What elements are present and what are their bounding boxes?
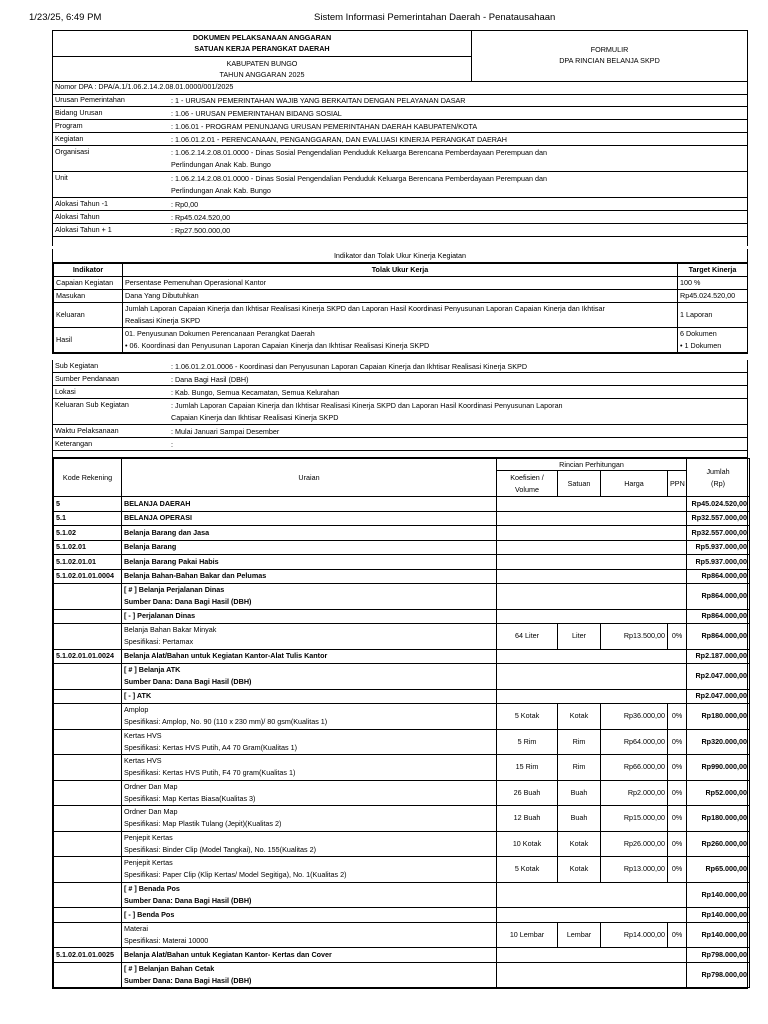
- koefisien-cell: 5 Kotak: [497, 857, 558, 883]
- harga-cell: Rp64.000,00: [601, 729, 668, 755]
- target-cell: 1 Laporan: [678, 303, 748, 328]
- empty-rincian-cell: [497, 569, 687, 584]
- jumlah-cell: Rp864.000,00: [687, 569, 750, 584]
- uraian-cell: Materai Spesifikasi: Materai 10000: [122, 922, 497, 948]
- sub-value: :: [171, 440, 173, 449]
- empty-rincian-cell: [497, 540, 687, 555]
- rincian-row: [54, 664, 750, 690]
- satuan-cell: Lembar: [558, 922, 601, 948]
- kode-rekening-cell: [54, 624, 122, 650]
- jumlah-cell: Rp32.557.000,00: [687, 526, 750, 541]
- uraian-cell: Penjepit Kertas Spesifikasi: Binder Clip (Model Tangkai), No. 155(Kualitas 2): [122, 831, 497, 857]
- info-row-program: [53, 120, 747, 133]
- rincian-row: [54, 689, 750, 704]
- ppn-cell: 0%: [668, 806, 687, 832]
- rincian-row: [54, 624, 750, 650]
- sub-key: Sub Kegiatan: [55, 361, 99, 370]
- rincian-row: [54, 806, 750, 832]
- ppn-cell: 0%: [668, 780, 687, 806]
- info-value: : 1.06.01 - PROGRAM PENUNJANG URUSAN PEMERINTAHAN DAERAH KABUPATEN/KOTA: [171, 122, 478, 131]
- fiscal-year: TAHUN ANGGARAN 2025: [219, 70, 305, 79]
- kode-rekening-cell: 5.1.02.01.01.0004: [54, 569, 122, 584]
- empty-rincian-cell: [497, 526, 687, 541]
- sub-value: : 1.06.01.2.01.0006 - Koordinasi dan Penyusunan Laporan Capaian Kinerja dan Ikhtisar Realisasi Kinerja SKPD: [171, 362, 528, 371]
- jumlah-cell: Rp798.000,00: [687, 962, 750, 988]
- satuan-cell: Kotak: [558, 831, 601, 857]
- info-value: : 1.06.01.2.01 - PERENCANAAN, PENGANGGARAN, DAN EVALUASI KINERJA PERANGKAT DAERAH: [171, 135, 507, 144]
- jumlah-cell: Rp5.937.000,00: [687, 540, 750, 555]
- satuan-cell: Liter: [558, 624, 601, 650]
- info-row-bidang-urusan: [53, 107, 747, 120]
- empty-rincian-cell: [497, 649, 687, 664]
- uraian-cell: Belanja Alat/Bahan untuk Kegiatan Kantor- Kertas dan Cover: [122, 948, 497, 963]
- sub-key: Sumber Pendanaan: [55, 374, 119, 383]
- harga-cell: Rp13.000,00: [601, 857, 668, 883]
- uraian-cell: Belanja Barang Pakai Habis: [122, 555, 497, 570]
- rincian-row: [54, 755, 750, 781]
- jumlah-cell: Rp32.557.000,00: [687, 511, 750, 526]
- koefisien-cell: 15 Rim: [497, 755, 558, 781]
- empty-rincian-cell: [497, 609, 687, 624]
- form-label: FORMULIR: [590, 45, 629, 54]
- koefisien-cell: 5 Rim: [497, 729, 558, 755]
- harga-cell: Rp36.000,00: [601, 704, 668, 730]
- kode-rekening-header: Kode Rekening: [54, 459, 122, 497]
- doc-title-2: SATUAN KERJA PERANGKAT DAERAH: [194, 44, 330, 53]
- satuan-cell: Rim: [558, 755, 601, 781]
- rincian-row: [54, 729, 750, 755]
- kode-rekening-cell: [54, 806, 122, 832]
- print-header: [0, 12, 768, 26]
- tolak-ukur-cell: Dana Yang Dibutuhkan: [123, 290, 678, 303]
- rincian-row: [54, 511, 750, 526]
- form-name: DPA RINCIAN BELANJA SKPD: [559, 56, 660, 65]
- kode-rekening-cell: [54, 609, 122, 624]
- harga-cell: Rp15.000,00: [601, 806, 668, 832]
- info-row-organisasi: [53, 146, 747, 172]
- uraian-header: Uraian: [122, 459, 497, 497]
- info-row-alokasi-tahun: [53, 211, 747, 224]
- tolak-ukur-header: Tolak Ukur Kerja: [123, 264, 678, 277]
- info-value: : 1 - URUSAN PEMERINTAHAN WAJIB YANG BERKAITAN DENGAN PELAYANAN DASAR: [171, 96, 466, 105]
- empty-rincian-cell: [497, 511, 687, 526]
- uraian-cell: [ # ] Benada Pos Sumber Dana: Dana Bagi Hasil (DBH): [122, 882, 497, 908]
- jumlah-cell: Rp52.000,00: [687, 780, 750, 806]
- kode-rekening-cell: [54, 962, 122, 988]
- indikator-section: [52, 249, 748, 354]
- sub-row-keterangan: [53, 438, 747, 451]
- kode-rekening-cell: [54, 584, 122, 610]
- kode-rekening-cell: [54, 664, 122, 690]
- jumlah-cell: Rp990.000,00: [687, 755, 750, 781]
- indikator-header: Indikator: [54, 264, 123, 277]
- uraian-cell: Penjepit Kertas Spesifikasi: Paper Clip (Klip Kertas/ Model Segitiga), No. 1(Kualitas 2): [122, 857, 497, 883]
- sub-row-lokasi: [53, 386, 747, 399]
- jumlah-cell: Rp320.000,00: [687, 729, 750, 755]
- rincian-table: [53, 458, 750, 988]
- target-header: Target Kinerja: [678, 264, 748, 277]
- koefisien-cell: 10 Kotak: [497, 831, 558, 857]
- info-row-alokasi-tahun-1: [53, 198, 747, 211]
- jumlah-cell: Rp45.024.520,00: [687, 497, 750, 512]
- sub-value: : Mulai Januari Sampai Desember: [171, 427, 280, 436]
- indikator-name: Capaian Kegiatan: [54, 277, 123, 290]
- jumlah-cell: Rp2.187.000,00: [687, 649, 750, 664]
- indikator-name: Hasil: [54, 328, 123, 353]
- kode-rekening-cell: 5.1.02.01.01.0025: [54, 948, 122, 963]
- kode-rekening-cell: [54, 780, 122, 806]
- sub-value: : Jumlah Laporan Capaian Kinerja dan Ikhtisar Realisasi Kinerja SKPD dan Laporan Hasil Koordinasi Penyusunan Laporan Capaian Kinerja dan Ikhtisar Realisasi Kinerja SKPD: [171, 401, 563, 422]
- uraian-cell: [ - ] ATK: [122, 689, 497, 704]
- kode-rekening-cell: [54, 689, 122, 704]
- rincian-section: [52, 457, 748, 989]
- empty-rincian-cell: [497, 664, 687, 690]
- empty-rincian-cell: [497, 882, 687, 908]
- indikator-name: Keluaran: [54, 303, 123, 328]
- rincian-row: [54, 540, 750, 555]
- nomor-dpa: [53, 81, 747, 95]
- satuan-header: Satuan: [558, 471, 601, 497]
- satuan-cell: Kotak: [558, 857, 601, 883]
- indikator-table: [53, 263, 748, 353]
- uraian-cell: Ordner Dan Map Spesifikasi: Map Plastik Tulang (Jepit)(Kualitas 2): [122, 806, 497, 832]
- uraian-cell: [ - ] Benda Pos: [122, 908, 497, 923]
- indikator-row: [54, 277, 748, 290]
- rincian-row: [54, 649, 750, 664]
- rincian-row: [54, 584, 750, 610]
- uraian-cell: [ - ] Perjalanan Dinas: [122, 609, 497, 624]
- sub-key: Keterangan: [55, 439, 93, 448]
- jumlah-cell: Rp864.000,00: [687, 609, 750, 624]
- uraian-cell: BELANJA OPERASI: [122, 511, 497, 526]
- info-row-alokasi-tahun-1: [53, 224, 747, 237]
- rincian-perhitungan-header: Rincian Perhitungan: [497, 459, 687, 471]
- harga-cell: Rp26.000,00: [601, 831, 668, 857]
- info-value: : Rp0,00: [171, 200, 199, 209]
- system-title: Sistem Informasi Pemerintahan Daerah - Penatausahaan: [314, 12, 556, 23]
- rincian-row: [54, 948, 750, 963]
- uraian-cell: Belanja Barang dan Jasa: [122, 526, 497, 541]
- ppn-cell: 0%: [668, 704, 687, 730]
- jumlah-cell: Rp140.000,00: [687, 882, 750, 908]
- harga-cell: Rp13.500,00: [601, 624, 668, 650]
- empty-rincian-cell: [497, 689, 687, 704]
- ppn-cell: 0%: [668, 831, 687, 857]
- jumlah-cell: Rp2.047.000,00: [687, 689, 750, 704]
- info-key: Alokasi Tahun: [55, 212, 100, 221]
- harga-cell: Rp2.000,00: [601, 780, 668, 806]
- ppn-cell: 0%: [668, 729, 687, 755]
- sub-key: Lokasi: [55, 387, 76, 396]
- kode-rekening-cell: [54, 755, 122, 781]
- uraian-cell: Kertas HVS Spesifikasi: Kertas HVS Putih, F4 70 gram(Kualitas 1): [122, 755, 497, 781]
- document-header: [52, 30, 748, 82]
- uraian-cell: BELANJA DAERAH: [122, 497, 497, 512]
- jumlah-header: Jumlah (Rp): [687, 459, 750, 497]
- ppn-cell: 0%: [668, 857, 687, 883]
- sub-key: Waktu Pelaksanaan: [55, 426, 119, 435]
- info-key: Bidang Urusan: [55, 108, 103, 117]
- jumlah-cell: Rp5.937.000,00: [687, 555, 750, 570]
- ppn-header: PPN: [668, 471, 687, 497]
- uraian-cell: [ # ] Belanjan Bahan Cetak Sumber Dana: Dana Bagi Hasil (DBH): [122, 962, 497, 988]
- info-key: Urusan Pemerintahan: [55, 95, 125, 104]
- koefisien-header: Koefisien / Volume: [497, 471, 558, 497]
- sub-row-sub-kegiatan: [53, 360, 747, 373]
- uraian-cell: Kertas HVS Spesifikasi: Kertas HVS Putih, A4 70 Gram(Kualitas 1): [122, 729, 497, 755]
- target-cell: Rp45.024.520,00: [678, 290, 748, 303]
- info-value: : Rp45.024.520,00: [171, 213, 231, 222]
- info-section: [52, 81, 748, 246]
- kode-rekening-cell: 5.1.02.01.01.0024: [54, 649, 122, 664]
- kode-rekening-cell: [54, 882, 122, 908]
- info-value: : 1.06.2.14.2.08.01.0000 - Dinas Sosial Pengendalian Penduduk Keluarga Berencana Pemberdayaan Perempuan dan Perlindungan Anak Kab. Bungo: [171, 148, 548, 169]
- uraian-cell: Ordner Dan Map Spesifikasi: Map Kertas Biasa(Kualitas 3): [122, 780, 497, 806]
- uraian-cell: [ # ] Belanja ATK Sumber Dana: Dana Bagi Hasil (DBH): [122, 664, 497, 690]
- koefisien-cell: 12 Buah: [497, 806, 558, 832]
- info-value: : 1.06.2.14.2.08.01.0000 - Dinas Sosial Pengendalian Penduduk Keluarga Berencana Pemberdayaan Perempuan dan Perlindungan Anak Kab. Bungo: [171, 174, 548, 195]
- ppn-cell: 0%: [668, 624, 687, 650]
- kode-rekening-cell: 5.1.02.01: [54, 540, 122, 555]
- tolak-ukur-cell: Jumlah Laporan Capaian Kinerja dan Ikhtisar Realisasi Kinerja SKPD dan Laporan Hasil Koordinasi Penyusunan Laporan Capaian Kinerja dan Ikhtisar Realisasi Kinerja SKPD: [123, 303, 678, 328]
- indikator-title: Indikator dan Tolak Ukur Kinerja Kegiatan: [53, 249, 747, 263]
- indikator-row: [54, 303, 748, 328]
- nomor-dpa-text: Nomor DPA : DPA/A.1/1.06.2.14.2.08.01.0000/001/2025: [55, 82, 234, 91]
- jumlah-cell: Rp65.000,00: [687, 857, 750, 883]
- info-key: Alokasi Tahun -1: [55, 199, 109, 208]
- kode-rekening-cell: [54, 857, 122, 883]
- empty-rincian-cell: [497, 555, 687, 570]
- jumlah-cell: Rp260.000,00: [687, 831, 750, 857]
- doc-title-1: DOKUMEN PELAKSANAAN ANGGARAN: [192, 33, 332, 42]
- indikator-name: Masukan: [54, 290, 123, 303]
- satuan-cell: Buah: [558, 780, 601, 806]
- sub-key: Keluaran Sub Kegiatan: [55, 400, 129, 409]
- indikator-row: [54, 290, 748, 303]
- kode-rekening-cell: [54, 908, 122, 923]
- harga-header: Harga: [601, 471, 668, 497]
- target-cell: 100 %: [678, 277, 748, 290]
- info-key: Kegiatan: [55, 134, 84, 143]
- empty-rincian-cell: [497, 584, 687, 610]
- sub-value: : Kab. Bungo, Semua Kecamatan, Semua Kelurahan: [171, 388, 340, 397]
- jumlah-cell: Rp2.047.000,00: [687, 664, 750, 690]
- rincian-row: [54, 497, 750, 512]
- rincian-row: [54, 882, 750, 908]
- kode-rekening-cell: [54, 729, 122, 755]
- satuan-cell: Rim: [558, 729, 601, 755]
- info-key: Organisasi: [55, 147, 90, 156]
- empty-rincian-cell: [497, 962, 687, 988]
- uraian-cell: Belanja Bahan-Bahan Bakar dan Pelumas: [122, 569, 497, 584]
- uraian-cell: Belanja Barang: [122, 540, 497, 555]
- jumlah-cell: Rp180.000,00: [687, 806, 750, 832]
- rincian-row: [54, 526, 750, 541]
- rincian-row: [54, 609, 750, 624]
- rincian-row: [54, 962, 750, 988]
- rincian-row: [54, 857, 750, 883]
- info-key: Program: [55, 121, 83, 130]
- kode-rekening-cell: [54, 704, 122, 730]
- sub-row-keluaran-sub-kegiatan: [53, 399, 747, 425]
- kode-rekening-cell: [54, 922, 122, 948]
- koefisien-cell: 64 Liter: [497, 624, 558, 650]
- sub-kegiatan-section: [52, 360, 748, 457]
- jumlah-cell: Rp798.000,00: [687, 948, 750, 963]
- jumlah-cell: Rp864.000,00: [687, 624, 750, 650]
- info-key: Alokasi Tahun + 1: [55, 225, 112, 234]
- rincian-row: [54, 831, 750, 857]
- header-left: [53, 31, 472, 81]
- indikator-row: [54, 328, 748, 353]
- kode-rekening-cell: 5: [54, 497, 122, 512]
- sub-row-sumber-pendanaan: [53, 373, 747, 386]
- harga-cell: Rp14.000,00: [601, 922, 668, 948]
- jumlah-cell: Rp864.000,00: [687, 584, 750, 610]
- jumlah-cell: Rp140.000,00: [687, 908, 750, 923]
- empty-rincian-cell: [497, 497, 687, 512]
- uraian-cell: Belanja Bahan Bakar Minyak Spesifikasi: Pertamax: [122, 624, 497, 650]
- jumlah-cell: Rp180.000,00: [687, 704, 750, 730]
- koefisien-cell: 26 Buah: [497, 780, 558, 806]
- region-name: KABUPATEN BUNGO: [226, 59, 298, 68]
- empty-rincian-cell: [497, 908, 687, 923]
- uraian-cell: [ # ] Belanja Perjalanan Dinas Sumber Dana: Dana Bagi Hasil (DBH): [122, 584, 497, 610]
- tolak-ukur-cell: Persentase Pemenuhan Operasional Kantor: [123, 277, 678, 290]
- koefisien-cell: 10 Lembar: [497, 922, 558, 948]
- rincian-row: [54, 922, 750, 948]
- empty-rincian-cell: [497, 948, 687, 963]
- print-timestamp: 1/23/25, 6:49 PM: [29, 12, 102, 23]
- target-cell: 6 Dokumen • 1 Dokumen: [678, 328, 748, 353]
- info-row-urusan-pemerintahan: [53, 94, 747, 107]
- tolak-ukur-cell: 01. Penyusunan Dokumen Perencanaan Perangkat Daerah • 06. Koordinasi dan Penyusunan Laporan Capaian Kinerja dan Ikhtisar Realisasi Kinerja SKPD: [123, 328, 678, 353]
- header-right: [472, 31, 747, 81]
- harga-cell: Rp66.000,00: [601, 755, 668, 781]
- koefisien-cell: 5 Kotak: [497, 704, 558, 730]
- jumlah-cell: Rp140.000,00: [687, 922, 750, 948]
- sub-value: : Dana Bagi Hasil (DBH): [171, 375, 249, 384]
- sub-row-waktu-pelaksanaan: [53, 425, 747, 438]
- rincian-row: [54, 780, 750, 806]
- kode-rekening-cell: 5.1.02: [54, 526, 122, 541]
- kode-rekening-cell: 5.1: [54, 511, 122, 526]
- rincian-row: [54, 704, 750, 730]
- info-row-unit: [53, 172, 747, 198]
- info-value: : Rp27.500.000,00: [171, 226, 231, 235]
- rincian-row: [54, 908, 750, 923]
- info-row-kegiatan: [53, 133, 747, 146]
- rincian-row: [54, 555, 750, 570]
- ppn-cell: 0%: [668, 755, 687, 781]
- info-value: : 1.06 - URUSAN PEMERINTAHAN BIDANG SOSIAL: [171, 109, 342, 118]
- uraian-cell: Belanja Alat/Bahan untuk Kegiatan Kantor-Alat Tulis Kantor: [122, 649, 497, 664]
- uraian-cell: Amplop Spesifikasi: Amplop, No. 90 (110 x 230 mm)/ 80 gsm(Kualitas 1): [122, 704, 497, 730]
- kode-rekening-cell: 5.1.02.01.01: [54, 555, 122, 570]
- rincian-row: [54, 569, 750, 584]
- ppn-cell: 0%: [668, 922, 687, 948]
- satuan-cell: Buah: [558, 806, 601, 832]
- kode-rekening-cell: [54, 831, 122, 857]
- satuan-cell: Kotak: [558, 704, 601, 730]
- info-key: Unit: [55, 173, 68, 182]
